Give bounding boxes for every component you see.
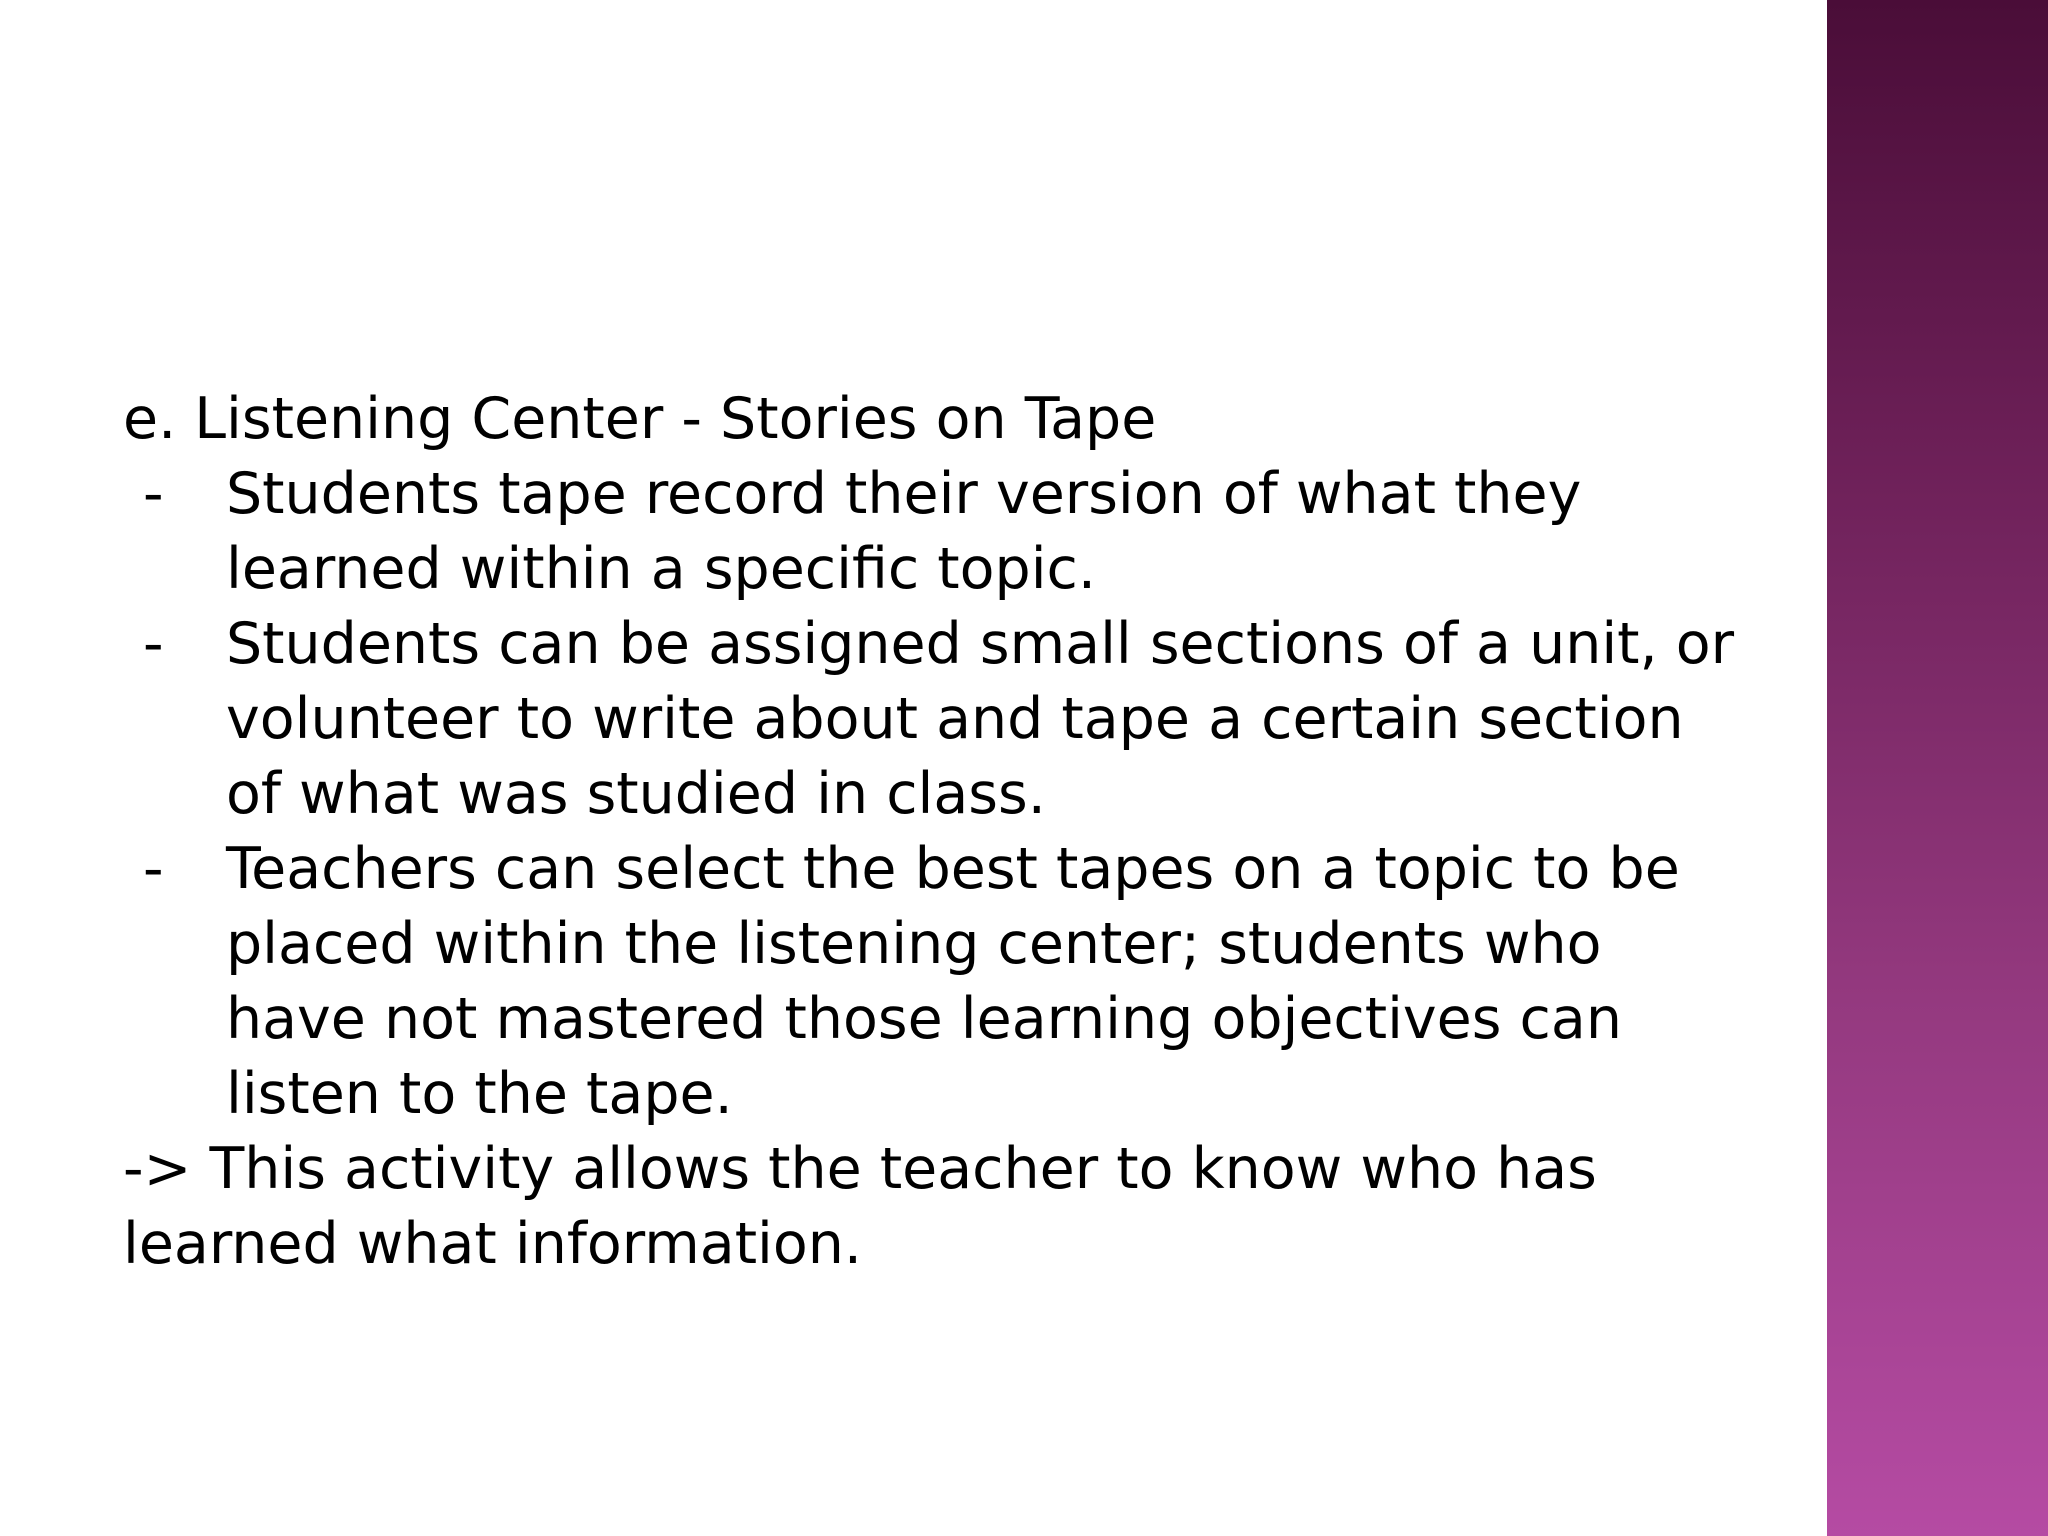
slide-content [123, 382, 1735, 1282]
bullet-marker: - [143, 461, 164, 527]
decorative-side-band [1827, 0, 2048, 1536]
bullet-item [123, 832, 1723, 1132]
conclusion-text: -> This activity allows the teacher to know who has learned what information. [123, 1136, 1597, 1277]
bullet-text: Students tape record their version of what they learned within a specific topic. [226, 461, 1582, 602]
bullet-text: Students can be assigned small sections of a unit, or volunteer to write about and tape a certain section of what was studied in class. [226, 611, 1735, 827]
bullet-text: Teachers can select the best tapes on a topic to be placed within the listening center; students who have not mastered those learning objectives can listen to the tape. [226, 836, 1680, 1127]
bullet-item [123, 457, 1723, 607]
bullet-marker: - [143, 611, 164, 677]
slide-heading: e. Listening Center - Stories on Tape [123, 386, 1157, 452]
bullet-marker: - [143, 836, 164, 902]
bullet-item [123, 607, 1735, 832]
